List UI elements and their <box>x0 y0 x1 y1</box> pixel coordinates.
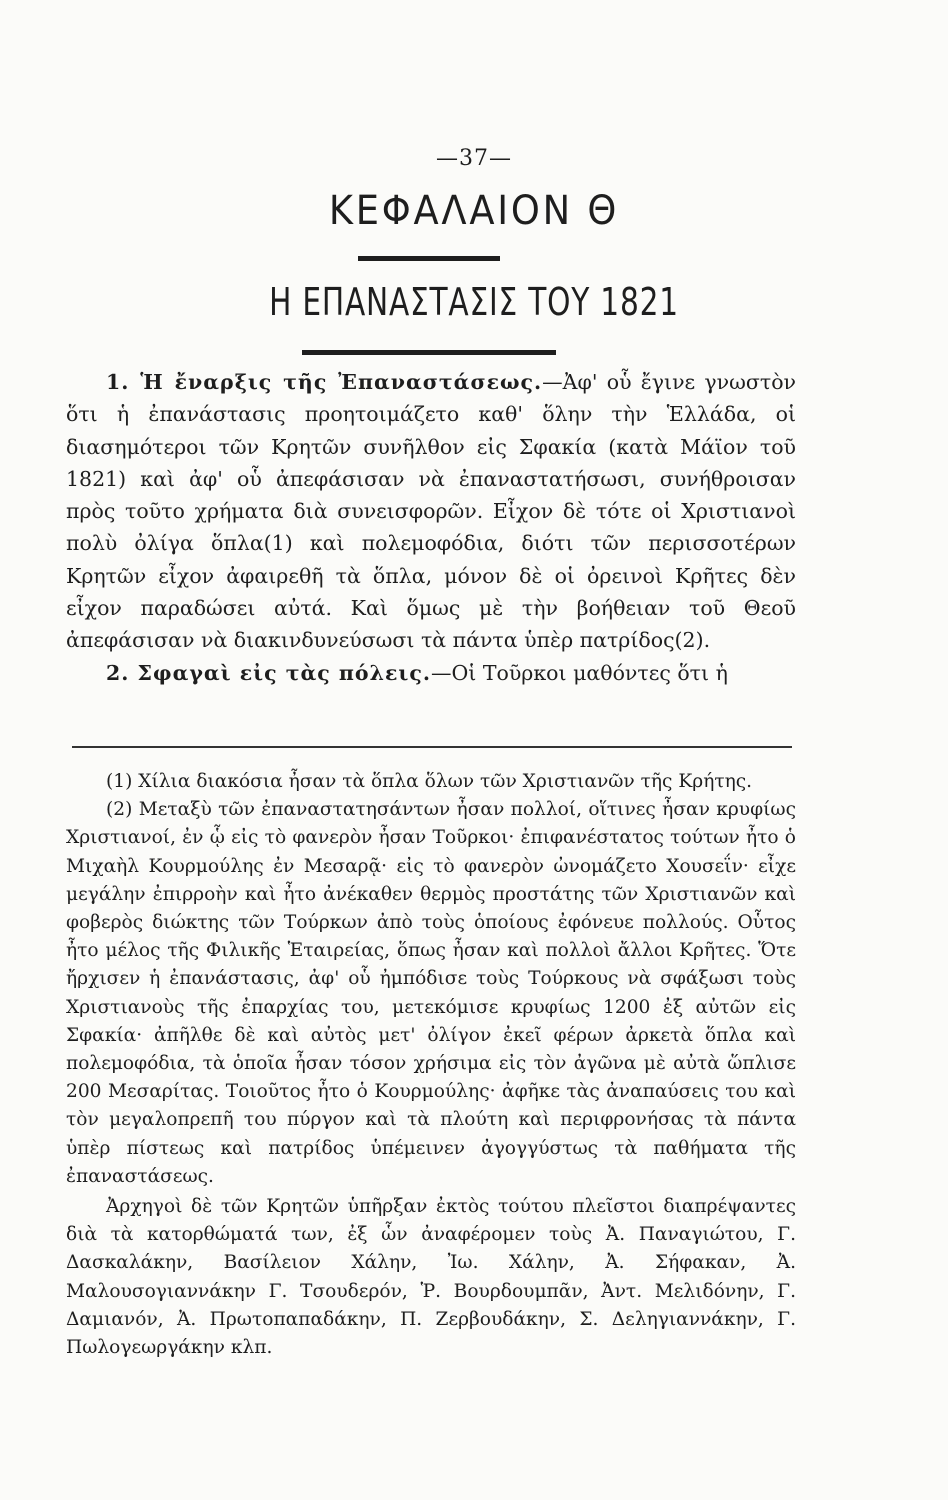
footnote-1: (1) Χίλια διακόσια ἦσαν τὰ ὅπλα ὅλων τῶν Χριστιανῶν τῆς Κρήτης. <box>106 771 753 792</box>
main-text <box>66 366 796 689</box>
chapter-subtitle: Η ΕΠΑΝΑΣΤΑΣΙΣ ΤΟΥ 1821 <box>269 280 679 324</box>
section-1-text: —Ἀφ' οὗ ἔγινε γνωστὸν ὅτι ἡ ἐπανάστασις προητοιμάζετο καθ' ὅλην τὴν Ἑλλάδα, οἱ διασημότεροι τῶν Κρητῶν συνῆλθον εἰς Σφακία (κατὰ Μάϊον τοῦ 1821) καὶ ἀφ' οὗ ἀπεφάσισαν νὰ ἐπαναστατήσωσι, συνήθροισαν πρὸς τοῦτο χρήματα διὰ συνεισφορῶν. Εἶχον δὲ τότε οἱ Χριστιανοὶ πολὺ ὀλίγα ὅπλα(1) καὶ πολεμοφόδια, διότι τῶν περισσοτέρων Κρητῶν εἶχον ἀφαιρεθῆ τὰ ὅπλα, μόνον δὲ οἱ ὀρεινοὶ Κρῆτες δὲν εἶχον παραδώσει αὐτά. Καὶ ὅμως μὲ τὴν βοήθειαν τοῦ Θεοῦ ἀπεφάσισαν νὰ διακινδυνεύσωσι τὰ πάντα ὑπὲρ πατρίδος(2). <box>66 370 796 653</box>
title-rule-short <box>358 256 500 261</box>
section-1-heading: 1. Ἡ ἔναρξις τῆς Ἐπαναστάσεως. <box>106 370 543 394</box>
footnote-divider <box>72 746 792 748</box>
footnote-3: Ἀρχηγοὶ δὲ τῶν Κρητῶν ὑπῆρξαν ἐκτὸς τούτου πλεῖστοι διαπρέψαντες διὰ τὰ κατορθώματά των, ἐξ ὧν ἀναφέρομεν τοὺς Ἀ. Παναγιώτου, Γ. Δασκαλάκην, Βασίλειον Χάλην, Ἰω. Χάλην, Ἀ. Σήφακαν, Ἀ. Μαλουσογιαννάκην Γ. Τσουδερόν, Ῥ. Βουρδουμπᾶν, Ἀντ. Μελιδόνην, Γ. Δαμιανόν, Ἀ. Πρωτοπαπαδάκην, Π. Ζερβουδάκην, Σ. Δεληγιαννάκην, Γ. Πωλογεωργάκην κλπ. <box>66 1196 796 1359</box>
title-rule-long <box>302 350 556 355</box>
chapter-title: ΚΕΦΑΛΑΙΟΝ Θ <box>328 188 620 234</box>
footnotes <box>66 768 796 1362</box>
footnote-2: (2) Μεταξὺ τῶν ἐπαναστατησάντων ἦσαν πολλοί, οἵτινες ἦσαν κρυφίως Χριστιανοί, ἐν ᾧ εἰς τὸ φανερὸν ἦσαν Τοῦρκοι· ἐπιφανέστατος τούτων ἦτο ὁ Μιχαὴλ Κουρμούλης ἐν Μεσαρᾷ· εἰς τὸ φανερὸν ὠνομάζετο Χουσεΐν· εἶχε μεγάλην ἐπιρροὴν καὶ ἦτο ἀνέκαθεν θερμὸς προστάτης τῶν Χριστιανῶν καὶ φοβερὸς διώκτης τῶν Τούρκων ἀπὸ τοὺς ὁποίους ἐφόνευε πολλούς. Οὗτος ἦτο μέλος τῆς Φιλικῆς Ἑταιρείας, ὅπως ἦσαν καὶ πολλοὶ ἄλλοι Κρῆτες. Ὅτε ἤρχισεν ἡ ἐπανάστασις, ἀφ' οὗ ἠμπόδισε τοὺς Τούρκους νὰ σφάξωσι τοὺς Χριστιανοὺς τῆς ἐπαρχίας του, μετεκόμισε κρυφίως 1200 ἐξ αὐτῶν εἰς Σφακία· ἀπῆλθε δὲ καὶ αὐτὸς μετ' ὀλίγον ἐκεῖ φέρων ἀρκετὰ ὅπλα καὶ πολεμοφόδια, τὰ ὁποῖα ἦσαν τόσον χρήσιμα εἰς τὸν ἀγῶνα μὲ αὐτὰ ὥπλισε 200 Μεσαρίτας. Τοιοῦτος ἦτο ὁ Κουρμούλης· ἀφῆκε τὰς ἀναπαύσεις του καὶ τὸν μεγαλοπρεπῆ του πύργον καὶ τὰ πλούτη καὶ περιφρονήσας τὰ πάντα ὑπὲρ πίστεως καὶ πατρίδος ὑπέμεινεν ἀγογγύστως τὰ παθήματα τῆς ἐπαναστάσεως. <box>66 799 796 1187</box>
page-number: —37— <box>436 146 512 171</box>
section-2-text: —Οἱ Τοῦρκοι μαθόντες ὅτι ἡ <box>430 660 728 685</box>
section-2-heading: 2. Σφαγαὶ εἰς τὰς πόλεις. <box>106 660 431 685</box>
